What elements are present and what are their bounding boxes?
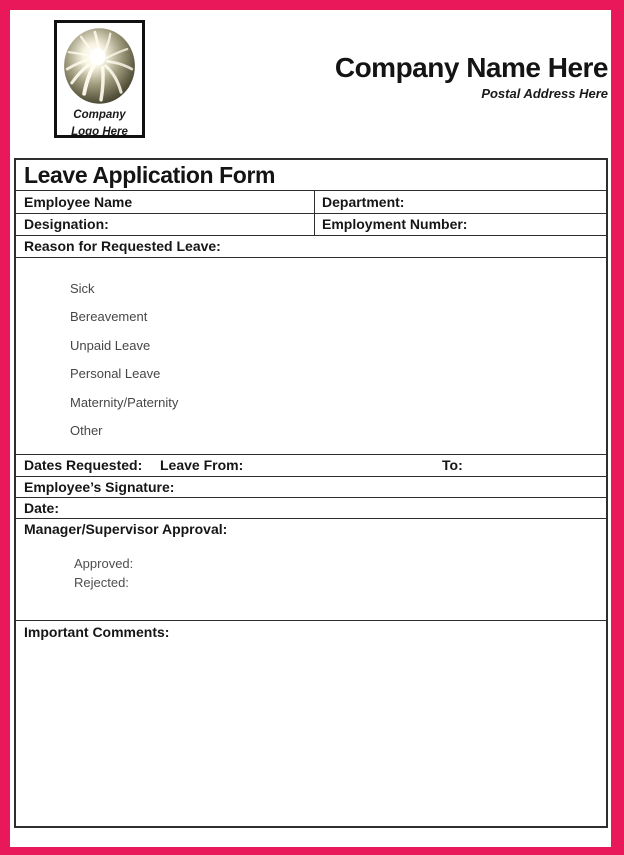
company-logo-placeholder (54, 20, 145, 138)
logo-caption-line1: Company (73, 109, 126, 121)
employee-name-label: Employee Name (24, 193, 133, 210)
employee-signature-label: Employee’s Signature: (24, 478, 175, 495)
employee-name-field (16, 191, 315, 213)
department-label: Department: (322, 193, 405, 210)
row-employee-department (16, 190, 606, 213)
row-employee-signature (16, 476, 606, 497)
reason-option-unpaid-leave: Unpaid Leave (70, 337, 151, 353)
row-manager-approval (16, 518, 606, 620)
row-date (16, 497, 606, 518)
date-label: Date: (24, 499, 60, 516)
reason-option-maternity-paternity: Maternity/Paternity (70, 394, 179, 410)
company-name: Company Name Here (334, 52, 608, 83)
designation-label: Designation: (24, 216, 109, 232)
reason-options-cell (16, 257, 606, 454)
row-dates-requested (16, 454, 606, 476)
leave-from-label: Leave From: (160, 457, 244, 473)
logo-caption-line2: Logo Here (71, 125, 128, 138)
reason-option-bereavement: Bereavement (70, 309, 148, 324)
row-important-comments (16, 620, 606, 826)
important-comments-label: Important Comments: (24, 623, 170, 640)
reason-option-sick: Sick (70, 280, 95, 296)
form-title: Leave Application Form (24, 161, 276, 188)
document-page (10, 10, 611, 847)
letterhead (335, 53, 608, 101)
row-designation-employment (16, 213, 606, 235)
approved-label: Approved: (74, 555, 134, 571)
department-field (315, 191, 606, 213)
designation-field (16, 214, 315, 235)
reason-option-other: Other (70, 423, 103, 438)
logo-swirl-icon (61, 26, 138, 106)
leave-to-label: To: (442, 457, 463, 473)
manager-approval-label: Manager/Supervisor Approval: (24, 520, 228, 537)
row-reason-label (16, 235, 606, 257)
postal-address: Postal Address Here (481, 86, 608, 102)
reason-label: Reason for Requested Leave: (24, 238, 221, 254)
reason-option-personal-leave: Personal Leave (70, 366, 161, 381)
rejected-label: Rejected: (74, 574, 129, 590)
employment-number-label: Employment Number: (322, 216, 468, 232)
employment-number-field (315, 214, 606, 235)
form-title-row (16, 160, 606, 190)
dates-requested-label: Dates Requested: (24, 457, 143, 473)
leave-application-form (14, 158, 608, 828)
